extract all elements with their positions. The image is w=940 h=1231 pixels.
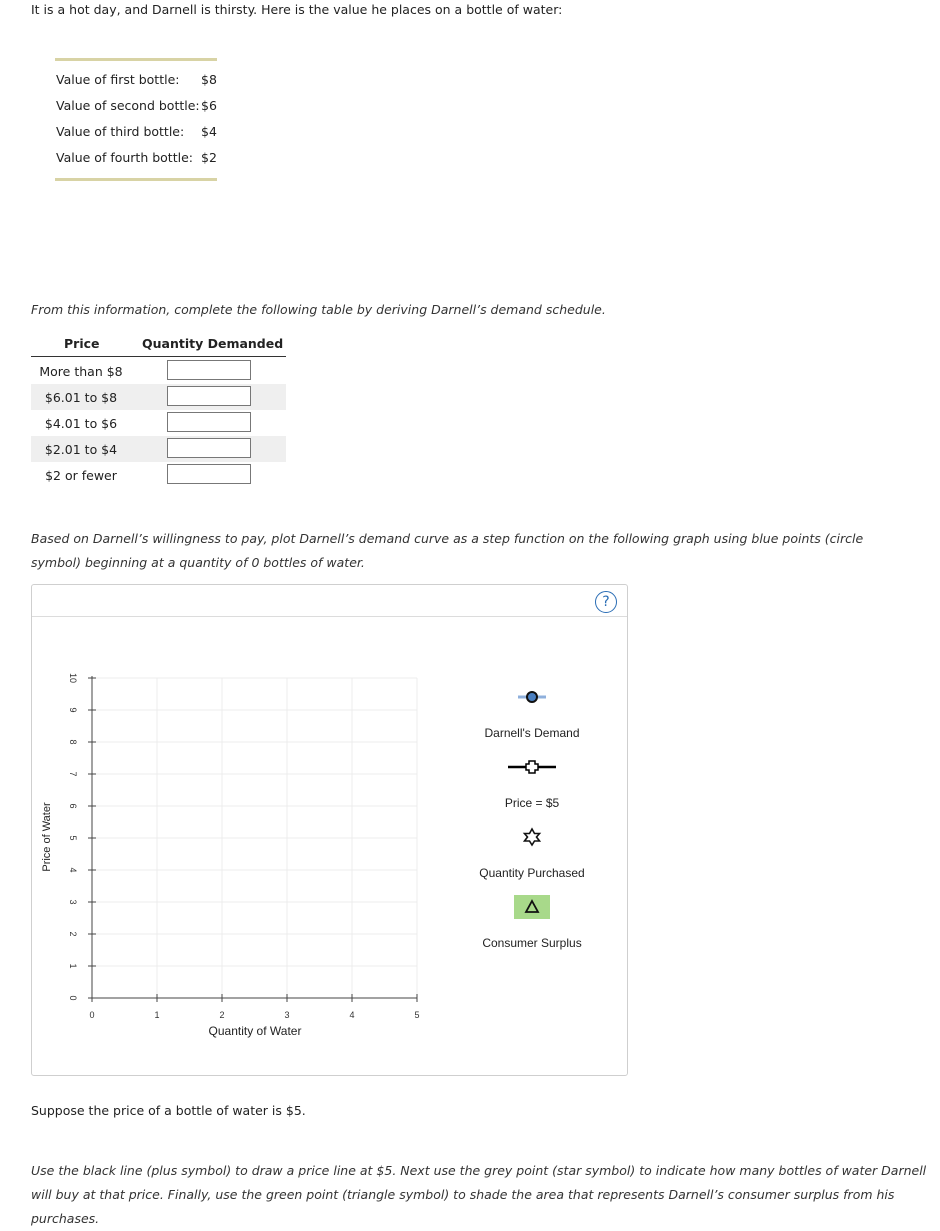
tool-price-line[interactable] <box>505 761 560 810</box>
x-tick-label: 0 <box>89 1010 95 1020</box>
help-icon[interactable]: ? <box>595 591 617 613</box>
value-row-fourth <box>56 150 217 165</box>
y-tick-label: 1 <box>68 963 78 969</box>
y-tick-label: 2 <box>68 931 78 937</box>
bottle-values-box <box>55 58 217 182</box>
top-rule <box>55 58 217 61</box>
value-label: Value of third bottle: <box>56 124 185 139</box>
quantity-input[interactable] <box>167 360 251 380</box>
intro-text: It is a hot day, and Darnell is thirsty. Here is the value he places on a bottle of water: <box>31 2 563 17</box>
tool-label: Price = $5 <box>504 796 560 810</box>
table-row <box>31 410 286 436</box>
tool-quantity-purchased[interactable] <box>479 829 584 880</box>
quantity-input[interactable] <box>167 412 251 432</box>
price-range: $6.01 to $8 <box>44 390 118 405</box>
table-row <box>31 358 286 384</box>
graph-canvas[interactable] <box>32 585 627 1075</box>
surplus-swatch <box>514 895 550 919</box>
x-tick-label: 2 <box>219 1010 225 1020</box>
y-tick-label: 3 <box>68 899 78 905</box>
instruction-schedule: From this information, complete the following table by deriving Darnell’s demand schedule. <box>31 302 606 317</box>
value-amount: $6 <box>201 98 217 113</box>
value-row-first <box>56 72 217 87</box>
quantity-input[interactable] <box>167 464 251 484</box>
price-range: $2 or fewer <box>45 468 117 483</box>
price-range: More than $8 <box>39 364 123 379</box>
y-tick-label: 4 <box>68 867 78 873</box>
y-axis-label: Price of Water <box>41 802 53 872</box>
tool-darnells-demand[interactable] <box>485 692 580 740</box>
value-label: Value of fourth bottle: <box>56 150 193 165</box>
quantity-input[interactable] <box>167 386 251 406</box>
price-header: Price <box>64 336 100 351</box>
x-tick-label: 1 <box>154 1010 160 1020</box>
y-tick-label: 6 <box>68 803 78 809</box>
instruction-demand-curve: Based on Darnell’s willingness to pay, plot Darnell’s demand curve as a step function on the following graph using blue points (circle symbol) beginning at a quantity of 0 bottles of water. <box>31 531 864 570</box>
price-statement: Suppose the price of a bottle of water is $5. <box>31 1103 306 1118</box>
graph-panel <box>31 584 628 1076</box>
quantity-input[interactable] <box>167 438 251 458</box>
x-tick-label: 3 <box>284 1010 290 1020</box>
x-axis-label: Quantity of Water <box>208 1024 302 1038</box>
bottom-rule <box>55 178 217 181</box>
tool-label: Consumer Surplus <box>482 936 582 950</box>
value-amount: $4 <box>201 124 217 139</box>
x-tick-label: 5 <box>414 1010 420 1020</box>
value-amount: $8 <box>201 72 217 87</box>
tool-label: Quantity Purchased <box>479 866 585 880</box>
circle-point-icon <box>527 692 537 702</box>
y-tick-label: 9 <box>68 707 78 713</box>
table-row <box>31 462 286 488</box>
y-tick-label: 8 <box>68 739 78 745</box>
header-divider <box>31 356 286 357</box>
plus-icon <box>526 761 538 773</box>
table-row <box>31 384 286 410</box>
y-tick-label: 10 <box>68 672 78 684</box>
price-range: $2.01 to $4 <box>44 442 118 457</box>
x-tick-label: 4 <box>349 1010 355 1020</box>
price-range: $4.01 to $6 <box>44 416 118 431</box>
value-row-second <box>56 98 217 113</box>
y-tick-label: 7 <box>68 771 78 777</box>
value-label: Value of second bottle: <box>56 98 200 113</box>
tool-label: Darnell's Demand <box>484 726 580 740</box>
quantity-header: Quantity Demanded <box>142 336 284 351</box>
instruction-price-line: Use the black line (plus symbol) to draw a price line at $5. Next use the grey point (star symbol) to indicate how many bottles of water Darnell will buy at that price. Finally, use the green point (triangle symbol) to shade the area that represents Darnell’s consumer surplus from his purchases. <box>31 1163 927 1226</box>
y-tick-label: 0 <box>68 995 78 1001</box>
tool-consumer-surplus[interactable] <box>482 895 581 950</box>
y-tick-label: 5 <box>68 835 78 841</box>
value-label: Value of first bottle: <box>56 72 180 87</box>
value-amount: $2 <box>201 150 217 165</box>
table-row <box>31 436 286 462</box>
value-row-third <box>56 124 217 139</box>
star-point-icon <box>525 829 540 845</box>
